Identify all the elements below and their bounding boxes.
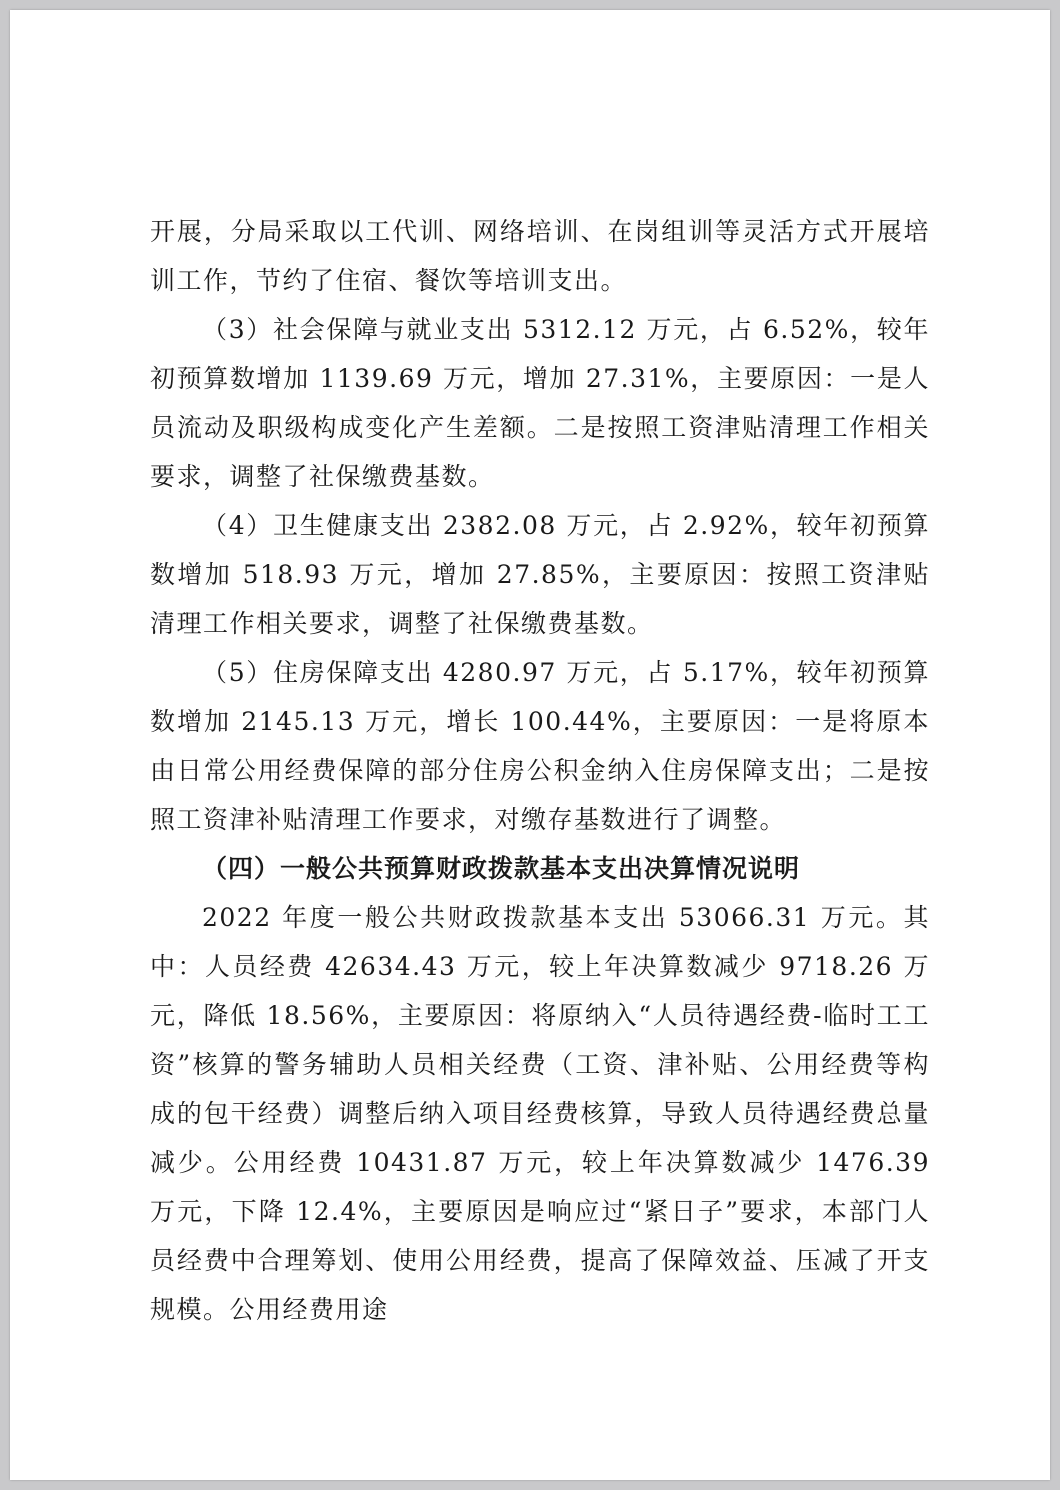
section-heading-basic-expenditure: （四）一般公共预算财政拨款基本支出决算情况说明 [202,854,801,883]
document-page [10,10,1050,1480]
paragraph-health: （4）卫生健康支出 2382.08 万元，占 2.92%，较年初预算数增加 518.93 万元，增加 27.85%，主要原因：按照工资津贴清理工作相关要求，调整了社保缴费基数。 [150,511,930,638]
document-body [150,207,930,1334]
paragraph-training-continuation: 开展，分局采取以工代训、网络培训、在岗组训等灵活方式开展培训工作，节约了住宿、餐饮等培训支出。 [150,217,930,295]
paragraph-social-security: （3）社会保障与就业支出 5312.12 万元，占 6.52%，较年初预算数增加 1139.69 万元，增加 27.31%，主要原因：一是人员流动及职级构成变化产生差额。二是按照工资津贴清理工作相关要求，调整了社保缴费基数。 [150,315,930,491]
paragraph-basic-expenditure: 2022 年度一般公共财政拨款基本支出 53066.31 万元。其中：人员经费 42634.43 万元，较上年决算数减少 9718.26 万元，降低 18.56%，主要原因：将原纳入“人员待遇经费-临时工工资”核算的警务辅助人员相关经费（工资、津补贴、公用经费等构成的包干经费）调整后纳入项目经费核算，导致人员待遇经费总量减少。公用经费 10431.87 万元，较上年决算数减少 1476.39 万元，下降 12.4%，主要原因是响应过“紧日子”要求，本部门人员经费中合理筹划、使用公用经费，提高了保障效益、压减了开支规模。公用经费用途 [150,903,930,1324]
paragraph-housing: （5）住房保障支出 4280.97 万元，占 5.17%，较年初预算数增加 2145.13 万元，增长 100.44%，主要原因：一是将原本由日常公用经费保障的部分住房公积金纳入住房保障支出；二是按照工资津补贴清理工作要求，对缴存基数进行了调整。 [150,658,930,834]
